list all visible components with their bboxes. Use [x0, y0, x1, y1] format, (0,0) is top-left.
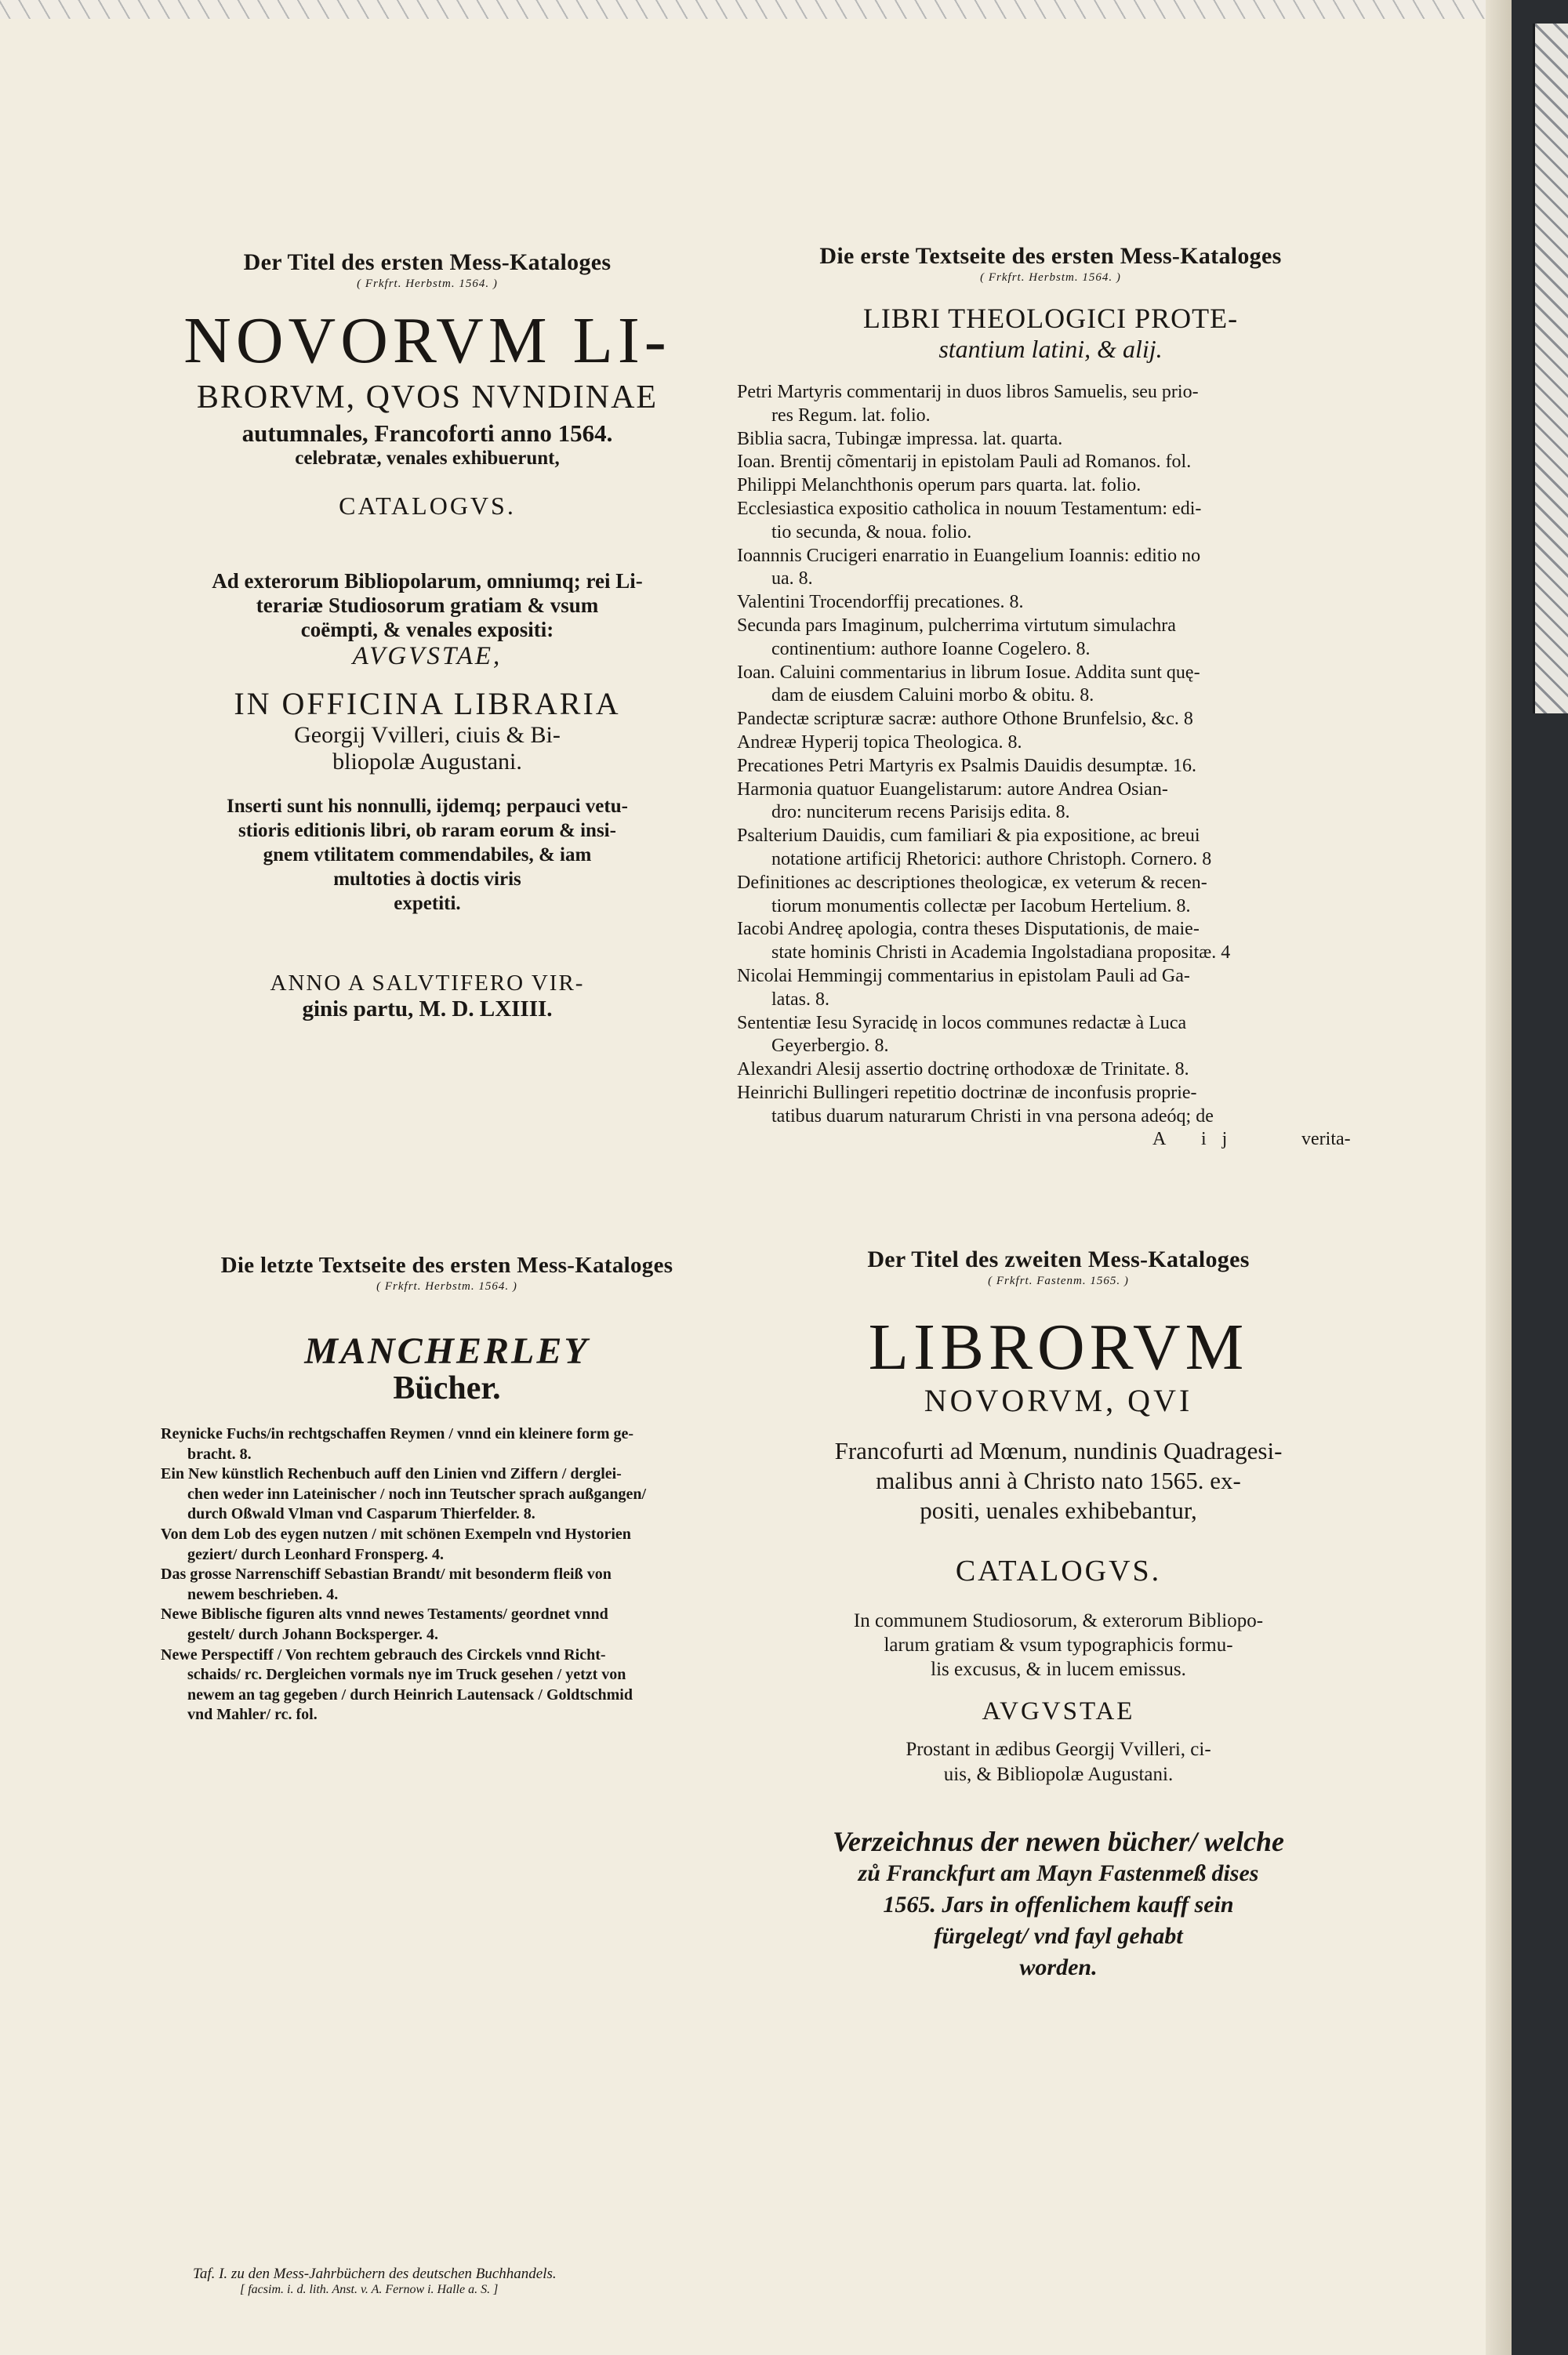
entry-line: Biblia sacra, Tubingæ impressa. lat. quarta.: [737, 428, 1063, 449]
german-line: fürgelegt/ vnd fayl gehabt: [934, 1923, 1183, 1949]
title-body-line: positi, uenales exhibebantur,: [920, 1497, 1197, 1524]
entry-line: Definitiones ac descriptiones theologicæ, ex veterum & recen-: [737, 872, 1207, 893]
entry-line: Newe Perspectiff / Von rechtem gebrauch des Circkels vnnd Richt-: [161, 1646, 606, 1664]
dedication-line: terariæ Studiosorum gratiam & vsum: [256, 593, 599, 617]
entry-continuation: ua. 8.: [771, 568, 813, 590]
entry-continuation: tio secunda, & noua. folio.: [771, 521, 972, 542]
marbled-board-edge: [1533, 24, 1568, 713]
subcaption: ( Frkfrt. Herbstm. 1564. ): [357, 278, 498, 290]
entry-continuation: schaids/ rc. Dergleichen vormals nye im Truck gesehen / yetzt von: [187, 1666, 626, 1684]
dedication-line: lis excusus, & in lucem emissus.: [931, 1659, 1186, 1680]
list-item: [161, 1525, 733, 1565]
caption: Der Titel des ersten Mess-Kataloges: [243, 249, 612, 275]
entry-line: Precationes Petri Martyris ex Psalmis Dauidis desumptæ. 16.: [737, 755, 1196, 776]
heading-line-1: MANCHERLEY: [304, 1330, 590, 1372]
list-item: [161, 1424, 733, 1464]
list-item: [737, 1012, 1364, 1059]
entry-continuation: latas. 8.: [771, 989, 829, 1010]
list-item: [737, 708, 1364, 731]
inserti-line: expetiti.: [394, 893, 461, 914]
panel-second-title: [753, 1246, 1364, 1983]
entry-continuation: continentium: authore Ioanne Cogelero. 8.: [771, 638, 1091, 659]
catalogus-label: CATALOGVS.: [955, 1555, 1162, 1588]
title-body-line: malibus anni à Christo nato 1565. ex-: [876, 1467, 1241, 1494]
title-line-2: BRORVM, QVOS NVNDINAE: [196, 379, 659, 415]
entry-continuation: res Regum. lat. folio.: [771, 405, 931, 426]
list-item: [737, 778, 1364, 826]
dedication-line: Ad exterorum Bibliopolarum, omniumq; rei Li-: [212, 569, 643, 593]
scan-top-edge: [0, 0, 1512, 19]
list-item: [737, 428, 1364, 452]
page-edge-shadow: [1486, 0, 1512, 2355]
entry-line: Nicolai Hemmingij commentarius in epistolam Pauli ad Ga-: [737, 965, 1190, 986]
catchword-row: [737, 1129, 1364, 1154]
subcaption: ( Frkfrt. Fastenm. 1565. ): [988, 1275, 1129, 1287]
list-item: [737, 965, 1364, 1012]
entry-line: Ecclesiastica expositio catholica in nouum Testamentum: edi-: [737, 498, 1202, 519]
entry-continuation: geziert/ durch Leonhard Fronsperg. 4.: [187, 1545, 445, 1563]
list-item: [737, 1058, 1364, 1082]
title-body: [753, 1436, 1364, 1526]
entry-line: Das grosse Narrenschiff Sebastian Brandt/ mit besonderm fleiß von: [161, 1566, 612, 1584]
list-item: [737, 615, 1364, 662]
entry-line: Ioan. Brentij cõmentarij in epistolam Pauli ad Romanos. fol.: [737, 452, 1192, 473]
inserti-line: multoties à doctis viris: [333, 869, 521, 890]
inserti-line: gnem vtilitatem commendabiles, & iam: [263, 844, 592, 865]
catchword: verita-: [1301, 1128, 1351, 1149]
entry-line: Sententiæ Iesu Syracidę in locos communes redactæ à Luca: [737, 1012, 1187, 1033]
inserti-line: stioris editionis libri, ob raram eorum & insi-: [238, 820, 616, 841]
entry-continuation: gestelt/ durch Johann Bocksperger. 4.: [187, 1625, 439, 1643]
anno-line: ANNO A SALVTIFERO VIR-: [270, 971, 585, 996]
plate-note-line-2: [ facsim. i. d. lith. Anst. v. A. Fernow i. Halle a. S. ]: [240, 2283, 499, 2296]
entry-continuation: notatione artificij Rhetorici: authore Christoph. Cornero. 8: [771, 848, 1212, 869]
list-item: [737, 872, 1364, 919]
dedication-line: larum gratiam & vsum typographicis formu-: [884, 1635, 1233, 1656]
german-line: 1565. Jars in offenlichem kauff sein: [883, 1892, 1234, 1918]
entry-line: Reynicke Fuchs/in rechtgschaffen Reymen / vnnd ein kleinere form ge-: [161, 1425, 634, 1442]
dedication-line: In communem Studiosorum, & exterorum Bibliopo-: [853, 1610, 1264, 1631]
inserti-line: Inserti sunt his nonnulli, ijdemq; perpauci vetu-: [227, 796, 628, 817]
place: AVGVSTAE,: [352, 642, 503, 670]
entry-line: Philippi Melanchthonis operum pars quarta. lat. folio.: [737, 475, 1142, 496]
entry-continuation: durch Oßwald Vlman vnd Casparum Thierfelder. 8.: [187, 1505, 535, 1523]
german-line: worden.: [1019, 1954, 1098, 1980]
panel-first-text-page: [737, 243, 1364, 1154]
printer: [753, 1737, 1364, 1787]
list-item: [737, 731, 1364, 755]
heading-line-2: Bücher.: [393, 1370, 501, 1406]
entry-line: Secunda pars Imaginum, pulcherrima virtutum simulachra: [737, 615, 1176, 636]
printer-line: Prostant in ædibus Georgij Vvilleri, ci-: [906, 1739, 1211, 1760]
entry-list: [161, 1424, 733, 1725]
entry-continuation: dro: nunciterum recens Parisijs edita. 8.: [771, 802, 1070, 823]
entry-list: [737, 381, 1364, 1129]
subcaption: ( Frkfrt. Herbstm. 1564. ): [376, 1280, 517, 1293]
list-item: [737, 474, 1364, 498]
entry-continuation: newem beschrieben. 4.: [187, 1585, 339, 1603]
entry-continuation: newem an tag gegeben / durch Heinrich Lautensack / Goldtschmid: [187, 1686, 633, 1704]
plate-note: [193, 2266, 632, 2297]
printer-line: Georgij Vvilleri, ciuis & Bi-: [294, 722, 561, 748]
title-body-line: Francofurti ad Mœnum, nundinis Quadragesi-: [834, 1437, 1283, 1464]
dedication-line: coëmpti, & venales expositi:: [300, 618, 554, 641]
heading-line-2: stantium latini, & alij.: [938, 335, 1163, 363]
entry-line: Harmonia quatuor Euangelistarum: autore Andrea Osian-: [737, 778, 1168, 800]
entry-continuation: chen weder inn Lateinischer / noch inn Teutscher sprach außgangen/: [187, 1485, 647, 1503]
place: AVGVSTAE: [982, 1697, 1135, 1725]
list-item: [737, 825, 1364, 872]
entry-line: Alexandri Alesij assertio doctrinę orthodoxæ de Trinitate. 8.: [737, 1059, 1189, 1080]
entry-line: Newe Biblische figuren alts vnnd newes Testaments/ geordnet vnnd: [161, 1606, 608, 1624]
officina: IN OFFICINA LIBRARIA: [234, 686, 621, 721]
german-title: [753, 1825, 1364, 1983]
catalogus-label: CATALOGVS.: [339, 492, 516, 520]
entry-line: Andreæ Hyperij topica Theologica. 8.: [737, 731, 1022, 753]
list-item: [161, 1464, 733, 1525]
list-item: [737, 381, 1364, 428]
anno-line: ginis partu, M. D. LXIIII.: [302, 996, 553, 1021]
entry-line: Pandectæ scripturæ sacræ: authore Othone Brunfelsio, &c. 8: [737, 709, 1193, 730]
dedication: [753, 1609, 1364, 1682]
entry-continuation: bracht. 8.: [187, 1445, 252, 1463]
entry-line: Ioannnis Crucigeri enarratio in Euangelium Ioannis: editio no: [737, 545, 1201, 566]
title-line-2: NOVORVM, QVI: [924, 1383, 1193, 1418]
entry-continuation: tiorum monumentis collectæ per Iacobum Hertelium. 8.: [771, 895, 1191, 916]
entry-line: Valentini Trocendorffij precationes. 8.: [737, 592, 1024, 613]
list-item: [737, 1082, 1364, 1129]
caption: Der Titel des zweiten Mess-Kataloges: [867, 1246, 1250, 1272]
title-line-1: NOVORVM LI-: [183, 304, 671, 377]
subcaption: ( Frkfrt. Herbstm. 1564. ): [980, 271, 1121, 284]
entry-line: Heinrichi Bullingeri repetitio doctrinæ de inconfusis proprie-: [737, 1082, 1197, 1103]
list-item: [737, 591, 1364, 615]
list-item: [161, 1605, 733, 1645]
entry-continuation: tatibus duarum naturarum Christi in vna persona adeóq; de: [771, 1105, 1214, 1127]
panel-last-text-page: [161, 1253, 733, 1725]
german-line: Verzeichnus der newen bücher/ welche: [832, 1826, 1285, 1857]
caption: Die erste Textseite des ersten Mess-Kataloges: [819, 243, 1282, 269]
heading-line-1: LIBRI THEOLOGICI PROTE-: [862, 303, 1239, 334]
title-line-3: autumnales, Francoforti anno 1564.: [241, 419, 613, 447]
list-item: [161, 1565, 733, 1605]
list-item: [737, 545, 1364, 592]
list-item: [737, 451, 1364, 474]
entry-continuation: state hominis Christi in Academia Ingolstadiana propositæ. 4: [771, 942, 1231, 963]
entry-line: Petri Martyris commentarij in duos libros Samuelis, seu prio-: [737, 382, 1199, 402]
printer-line: uis, & Bibliopolæ Augustani.: [943, 1764, 1174, 1785]
entry-continuation: vnd Mahler/ rc. fol.: [187, 1706, 318, 1724]
dedication: [157, 569, 698, 642]
entry-line: Von dem Lob des eygen nutzen / mit schönen Exempeln vnd Hystorien: [161, 1525, 631, 1543]
caption: Die letzte Textseite des ersten Mess-Kataloges: [220, 1253, 673, 1278]
entry-continuation: dam de eiusdem Caluini morbo & obitu. 8.: [771, 685, 1094, 706]
title-line-1: LIBRORVM: [868, 1311, 1249, 1384]
anno-block: [157, 971, 698, 1022]
entry-continuation: Geyerbergio. 8.: [771, 1036, 889, 1057]
german-line: zů Franckfurt am Mayn Fastenmeß dises: [858, 1860, 1259, 1886]
list-item: [161, 1646, 733, 1725]
entry-line: Psalterium Dauidis, cum familiari & pia expositione, ac breui: [737, 826, 1200, 847]
title-line-4: celebratæ, venales exhibuerunt,: [295, 448, 560, 469]
entry-line: Ein New künstlich Rechenbuch auff den Linien vnd Ziffern / derglei-: [161, 1465, 622, 1483]
list-item: [737, 918, 1364, 965]
list-item: [737, 755, 1364, 778]
inserti-block: [157, 794, 698, 916]
printer-line: bliopolæ Augustani.: [332, 749, 522, 775]
plate-note-line-1: Taf. I. zu den Mess-Jahrbüchern des deutschen Buchhandels.: [193, 2266, 557, 2282]
entry-line: Iacobi Andreę apologia, contra theses Disputationis, de maie-: [737, 919, 1200, 940]
signature-mark: A ij: [1152, 1128, 1243, 1149]
panel-first-title: [157, 249, 698, 1022]
list-item: [737, 498, 1364, 545]
entry-line: Ioan. Caluini commentarius in librum Iosue. Addita sunt quę-: [737, 662, 1200, 683]
list-item: [737, 662, 1364, 709]
